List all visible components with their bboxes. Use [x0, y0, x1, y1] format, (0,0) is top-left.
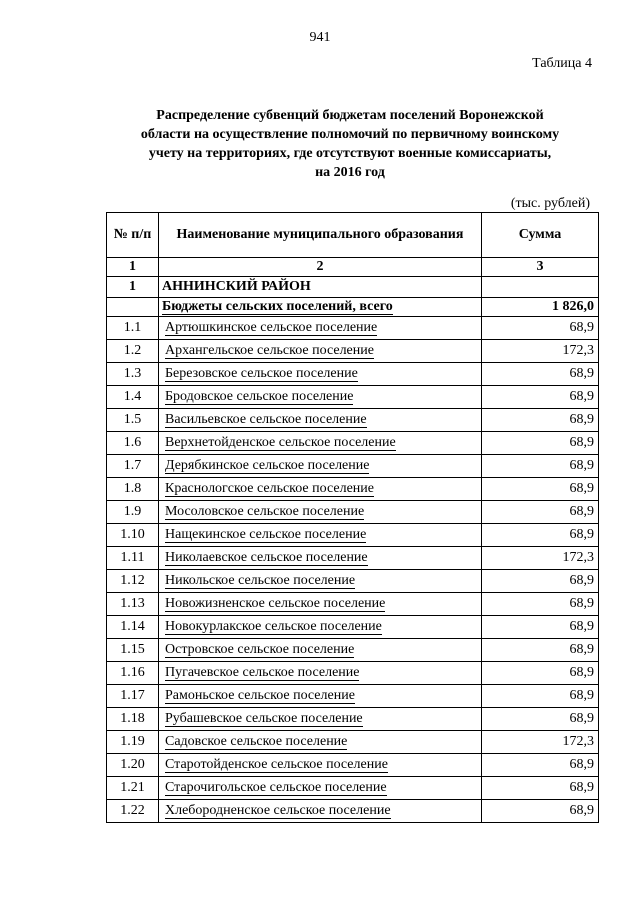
- table-row: [107, 616, 599, 639]
- row-name: [159, 685, 482, 708]
- column-number: 3: [482, 258, 599, 277]
- row-name-text: Дерябкинское сельское поселение: [165, 458, 370, 473]
- page-number: 941: [309, 30, 331, 45]
- table-row: [107, 685, 599, 708]
- row-amount: 68,9: [482, 409, 599, 432]
- table-row: [107, 386, 599, 409]
- row-name-text: Старочигольское сельское поселение: [165, 780, 387, 795]
- title-line-1: Распределение субвенций бюджетам поселений Воронежской: [156, 108, 544, 123]
- table-label: Таблица 4: [532, 56, 592, 71]
- table-row: [107, 731, 599, 754]
- row-num: 1.18: [107, 708, 159, 731]
- row-name-text: Архангельское сельское поселение: [165, 343, 374, 358]
- column-number: 2: [159, 258, 482, 277]
- row-amount: 68,9: [482, 317, 599, 340]
- row-num: 1.3: [107, 363, 159, 386]
- row-amount: 68,9: [482, 478, 599, 501]
- row-num: 1.9: [107, 501, 159, 524]
- row-name: [159, 524, 482, 547]
- table-row: [107, 455, 599, 478]
- row-name-text: Новокурлакское сельское поселение: [165, 619, 382, 634]
- table-header-row: [107, 213, 599, 258]
- row-amount: 68,9: [482, 593, 599, 616]
- title-line-2: области на осуществление полномочий по первичному воинскому: [140, 127, 560, 142]
- row-name-text: Васильевское сельское поселение: [165, 412, 367, 427]
- row-name-text: Новожизненское сельское поселение: [165, 596, 386, 611]
- row-name: [159, 800, 482, 823]
- row-name: [159, 547, 482, 570]
- row-num: 1.11: [107, 547, 159, 570]
- row-name: [159, 593, 482, 616]
- row-num: 1.15: [107, 639, 159, 662]
- row-amount: 68,9: [482, 754, 599, 777]
- table-row: [107, 478, 599, 501]
- row-name: [159, 616, 482, 639]
- table-row: [107, 662, 599, 685]
- row-name: [159, 478, 482, 501]
- table-row: [107, 340, 599, 363]
- row-name: [159, 639, 482, 662]
- column-number-row: [107, 258, 599, 277]
- table-row: [107, 547, 599, 570]
- total-num: [107, 298, 159, 317]
- total-amount: 1 826,0: [482, 298, 599, 317]
- row-amount: 172,3: [482, 731, 599, 754]
- row-amount: 68,9: [482, 708, 599, 731]
- header-amount: Сумма: [482, 213, 599, 258]
- column-number: 1: [107, 258, 159, 277]
- row-name-text: Рубашевское сельское поселение: [165, 711, 363, 726]
- row-num: 1.2: [107, 340, 159, 363]
- row-name-text: Островское сельское поселение: [165, 642, 355, 657]
- row-num: 1.16: [107, 662, 159, 685]
- row-name: [159, 662, 482, 685]
- table-row: [107, 501, 599, 524]
- row-name: [159, 455, 482, 478]
- row-name-text: Пугачевское сельское поселение: [165, 665, 360, 680]
- row-amount: 68,9: [482, 386, 599, 409]
- row-name-text: Березовское сельское поселение: [165, 366, 358, 381]
- row-amount: 172,3: [482, 547, 599, 570]
- row-amount: 172,3: [482, 340, 599, 363]
- total-name: [159, 298, 482, 317]
- row-amount: 68,9: [482, 501, 599, 524]
- units-label: (тыс. рублей): [510, 196, 590, 211]
- district-amount: [482, 277, 599, 298]
- row-num: 1.6: [107, 432, 159, 455]
- table-row: [107, 570, 599, 593]
- row-name-text: Верхнетойденское сельское поселение: [165, 435, 396, 450]
- district-name: АННИНСКИЙ РАЙОН: [159, 277, 482, 298]
- row-name-text: Рамоньское сельское поселение: [165, 688, 355, 703]
- row-amount: 68,9: [482, 616, 599, 639]
- row-name: [159, 432, 482, 455]
- row-amount: 68,9: [482, 800, 599, 823]
- row-name-text: Хлебородненское сельское поселение: [165, 803, 391, 818]
- row-num: 1.8: [107, 478, 159, 501]
- row-amount: 68,9: [482, 455, 599, 478]
- row-num: 1.14: [107, 616, 159, 639]
- row-name: [159, 708, 482, 731]
- row-amount: 68,9: [482, 639, 599, 662]
- table-row: [107, 409, 599, 432]
- row-num: 1.10: [107, 524, 159, 547]
- row-name-text: Садовское сельское поселение: [165, 734, 348, 749]
- header-name: Наименование муниципального образования: [159, 213, 482, 258]
- row-name: [159, 386, 482, 409]
- row-amount: 68,9: [482, 685, 599, 708]
- row-num: 1.22: [107, 800, 159, 823]
- table-row: [107, 593, 599, 616]
- subsidy-table: [106, 212, 599, 823]
- title-line-4: на 2016 год: [315, 165, 385, 180]
- row-num: 1.20: [107, 754, 159, 777]
- row-amount: 68,9: [482, 363, 599, 386]
- row-name: [159, 731, 482, 754]
- row-name-text: Николаевское сельское поселение: [165, 550, 368, 565]
- row-name: [159, 317, 482, 340]
- row-num: 1.5: [107, 409, 159, 432]
- table-row: [107, 317, 599, 340]
- row-name-text: Нащекинское сельское поселение: [165, 527, 367, 542]
- document-title: [110, 106, 590, 182]
- table-row: [107, 777, 599, 800]
- row-amount: 68,9: [482, 570, 599, 593]
- row-amount: 68,9: [482, 432, 599, 455]
- row-name-text: Старотойденское сельское поселение: [165, 757, 388, 772]
- row-num: 1.1: [107, 317, 159, 340]
- row-name-text: Бродовское сельское поселение: [165, 389, 354, 404]
- header-num: № п/п: [107, 213, 159, 258]
- row-name: [159, 777, 482, 800]
- table-row: [107, 363, 599, 386]
- row-name-text: Краснологское сельское поселение: [165, 481, 374, 496]
- total-name-text: Бюджеты сельских поселений, всего: [162, 299, 393, 314]
- table-row: [107, 639, 599, 662]
- district-row: [107, 277, 599, 298]
- row-name: [159, 340, 482, 363]
- row-amount: 68,9: [482, 524, 599, 547]
- row-name: [159, 501, 482, 524]
- row-name-text: Артюшкинское сельское поселение: [165, 320, 378, 335]
- title-line-3: учету на территориях, где отсутствуют военные комиссариаты,: [148, 146, 552, 161]
- row-num: 1.19: [107, 731, 159, 754]
- row-amount: 68,9: [482, 662, 599, 685]
- row-amount: 68,9: [482, 777, 599, 800]
- table-row: [107, 754, 599, 777]
- row-num: 1.12: [107, 570, 159, 593]
- table-row: [107, 524, 599, 547]
- table-row: [107, 708, 599, 731]
- table-row: [107, 432, 599, 455]
- total-row: [107, 298, 599, 317]
- row-name: [159, 754, 482, 777]
- row-num: 1.7: [107, 455, 159, 478]
- row-num: 1.13: [107, 593, 159, 616]
- row-num: 1.4: [107, 386, 159, 409]
- row-name: [159, 363, 482, 386]
- row-name-text: Мосоловское сельское поселение: [165, 504, 365, 519]
- row-num: 1.21: [107, 777, 159, 800]
- row-name: [159, 409, 482, 432]
- row-num: 1.17: [107, 685, 159, 708]
- district-num: 1: [107, 277, 159, 298]
- row-name-text: Никольское сельское поселение: [165, 573, 356, 588]
- table-row: [107, 800, 599, 823]
- row-name: [159, 570, 482, 593]
